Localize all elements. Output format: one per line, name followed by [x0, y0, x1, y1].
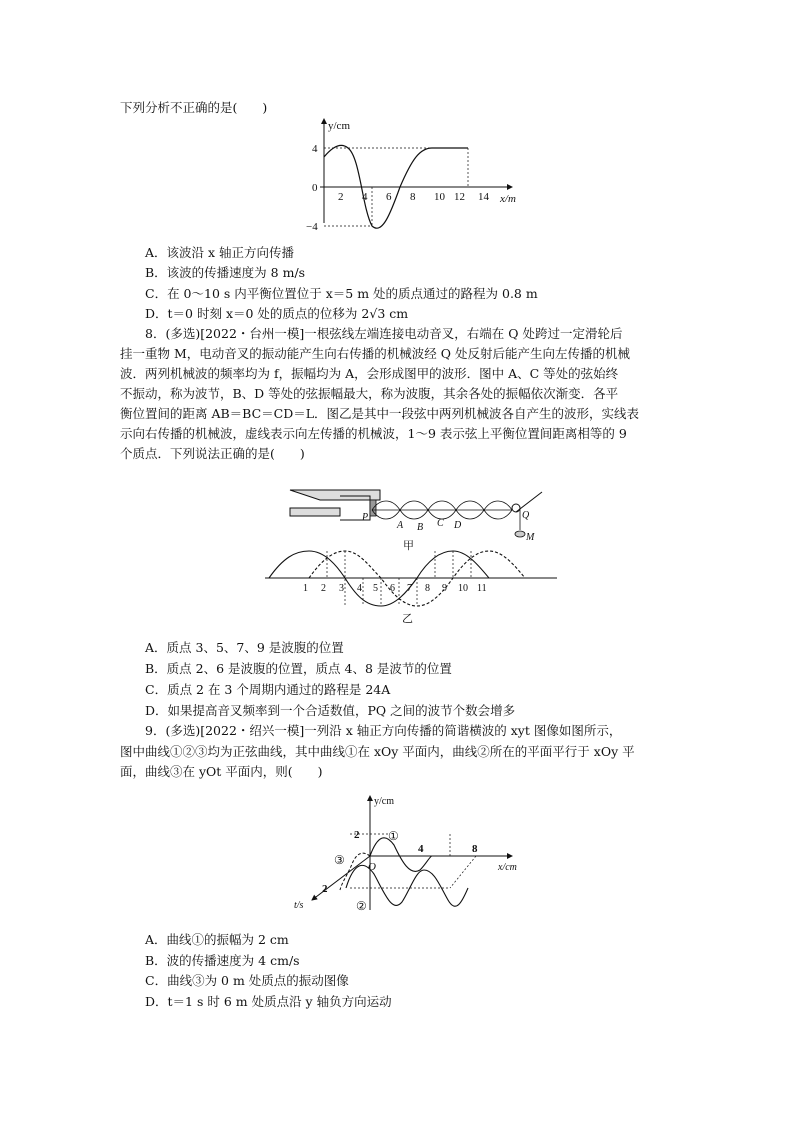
q8-stem-line: 示向右传播的机械波，虚线表示向左传播的机械波，1～9 表示弦上平衡位置间距离相等的 9	[120, 426, 627, 441]
point-label: 5	[373, 583, 378, 594]
point-label: 1	[303, 583, 308, 594]
q9-curve-label: ①	[388, 829, 399, 843]
q9-stem-line: 面，曲线③在 yOt 平面内，则( )	[120, 764, 323, 779]
label-d: D	[454, 520, 462, 531]
q8-stem-line: 个质点．下列说法正确的是( )	[120, 446, 305, 461]
q8-option-d: D．如果提高音叉频率到一个合适数值，PQ 之间的波节个数会增多	[145, 703, 516, 718]
q9-option-c: C．曲线③为 0 m 处质点的振动图像	[145, 973, 349, 988]
q9-curve-label: ③	[334, 853, 345, 867]
point-label: 4	[357, 583, 362, 594]
q9-option-a: A．曲线①的振幅为 2 cm	[145, 932, 289, 947]
label-a: A	[397, 520, 404, 531]
q7-y-label: y/cm	[328, 120, 350, 132]
point-label: 11	[477, 583, 487, 594]
q8-fig-yi	[265, 548, 560, 628]
point-label: 9	[442, 583, 447, 594]
q7-option-d: D．t＝0 时刻 x＝0 处的质点的位移为 2√3 cm	[145, 306, 409, 321]
q9-label: 8	[472, 843, 478, 855]
q7-option-c: C．在 0～10 s 内平衡位置位于 x＝5 m 处的质点通过的路程为 0.8 m	[145, 286, 538, 301]
q8-option-a: A．质点 3、5、7、9 是波腹的位置	[145, 640, 344, 655]
q9-origin-label: O	[368, 861, 376, 873]
q7-x-tick: 8	[410, 191, 416, 203]
q9-curve-label: ②	[356, 899, 367, 913]
point-label: 6	[390, 583, 395, 594]
q9-stem-line: 图中曲线①②③均为正弦曲线，其中曲线①在 xOy 平面内，曲线②所在的平面平行于 xOy 平	[120, 744, 635, 759]
q9-stem-line: 9．(多选)[2022・绍兴一模]一列沿 x 轴正方向传播的简谐横波的 xyt 图像如图所示，	[145, 723, 622, 738]
fig-jia-caption: 甲	[403, 540, 414, 552]
q7-option-b: B．该波的传播速度为 8 m/s	[145, 265, 306, 280]
q7-y-tick: −4	[306, 221, 318, 233]
q8-stem-line: 波．两列机械波的频率均为 f，振幅均为 A，会形成图甲的波形．图中 A、C 等处的弦始终	[120, 366, 619, 381]
q7-x-label: x/m	[500, 193, 516, 205]
q8-fig-jia	[280, 478, 550, 553]
q8-stem-line: 不振动，称为波节，B、D 等处的弦振幅最大，称为波腹，其余各处的振幅依次渐变．各平	[120, 386, 619, 401]
q8-stem-line: 衡位置间的距离 AB＝BC＝CD＝L．图乙是其中一段弦中两列机械波各自产生的波形，实线表	[120, 406, 640, 421]
label-q: Q	[522, 510, 530, 521]
q8-stem-line: 挂一重物 M，电动音叉的振动能产生向右传播的机械波经 Q 处反射后能产生向左传播的机械	[120, 346, 630, 361]
q7-stem: 下列分析不正确的是( )	[120, 100, 268, 115]
q7-x-tick: 14	[478, 191, 489, 203]
q8-option-b: B．质点 2、6 是波腹的位置，质点 4、8 是波节的位置	[145, 661, 452, 676]
q7-y-tick: 0	[312, 182, 318, 194]
q9-t-label: t/s	[294, 900, 304, 911]
q9-label: 2	[354, 829, 360, 841]
q9-x-label: x/cm	[498, 862, 517, 873]
label-c: C	[437, 518, 444, 529]
q9-xyt-graph	[290, 790, 540, 920]
weight-icon	[515, 531, 525, 537]
label-b: B	[417, 522, 424, 533]
fig-yi-caption: 乙	[402, 613, 413, 625]
point-label: 3	[339, 583, 344, 594]
q9-label: 2	[322, 883, 328, 895]
q9-y-label: y/cm	[374, 796, 394, 807]
q9-label: 4	[418, 843, 424, 855]
q7-x-tick: 10	[434, 191, 445, 203]
label-p: P	[362, 512, 369, 523]
q7-x-tick: 4	[362, 191, 368, 203]
q7-wave-graph	[300, 115, 530, 235]
q7-x-tick: 6	[386, 191, 392, 203]
tuning-fork-icon	[290, 490, 380, 500]
q9-option-d: D．t＝1 s 时 6 m 处质点沿 y 轴负方向运动	[145, 994, 392, 1009]
point-label: 10	[458, 583, 468, 594]
q7-option-a: A．该波沿 x 轴正方向传播	[145, 245, 295, 260]
pulley-icon	[512, 504, 520, 512]
point-label: 7	[407, 583, 412, 594]
point-label: 8	[425, 583, 430, 594]
q9-option-b: B．波的传播速度为 4 cm/s	[145, 953, 300, 968]
q7-y-tick: 4	[312, 143, 318, 155]
q8-option-c: C．质点 2 在 3 个周期内通过的路程是 24A	[145, 682, 391, 697]
q7-x-tick: 12	[454, 191, 465, 203]
label-m: M	[526, 532, 535, 543]
q7-x-tick: 2	[338, 191, 344, 203]
point-label: 2	[321, 583, 326, 594]
q8-stem-line: 8．(多选)[2022・台州一模]一根弦线左端连接电动音叉，右端在 Q 处跨过一定滑轮后	[145, 326, 623, 341]
